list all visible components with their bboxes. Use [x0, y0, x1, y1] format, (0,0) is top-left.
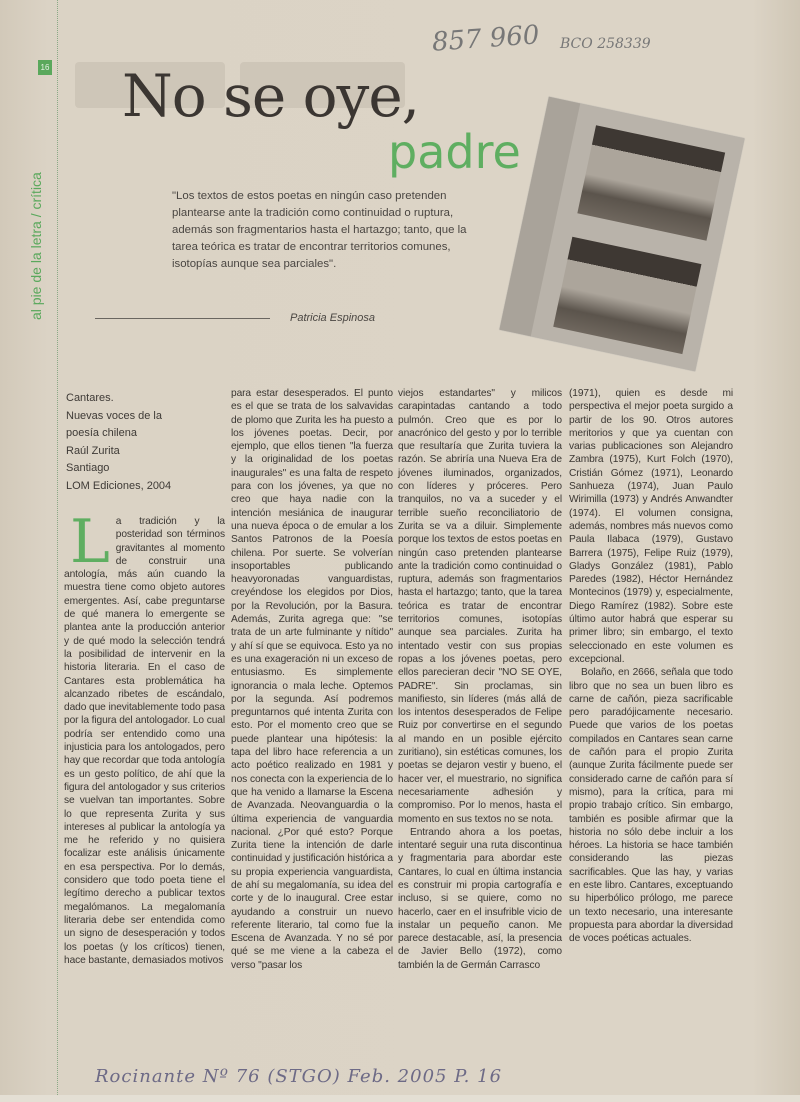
- page-number: 16: [38, 60, 52, 75]
- section-label: al pie de la letra / crítica: [28, 172, 44, 320]
- article-column-4: [569, 387, 733, 945]
- book-editor: Raúl Zurita: [66, 444, 120, 457]
- book-title: Cantares.: [66, 392, 114, 404]
- book-subtitle: poesía chilena: [66, 427, 137, 439]
- quote-rule: [95, 318, 270, 319]
- paragraph: para estar desesperados. El punto es el que se trata de los salvavidas de plomo que Zurita les ha puesto a los jóvenes poetas. Decir, por ejemplo, que ellos tienen "la fuerza y la originalidad de los poetas inaugurales" es una falta de respeto para con los jóvenes, ya que no creo que haya nadie con la intención mesiánica de inaugurar una nueva época o de emular a los Santos Patronos de la Poesía chilena. Por suerte. Se volverían insoportables publicando heavyoronadas vanguardistas, creyéndose los elegidos por Dios, por la Revolución, por la Basura. Además, Zurita agrega que: "se trata de un arte fulminante y nítido" y ahí sí que se equivoca. Esto ya no es una exageración ni un exceso de entusiasmo. Es simplemente ignorancia o mala leche. Optemos por la segunda. Así podremos preguntarnos qué intenta Zurita con esto. Por el momento creo que se puede plantear una hipótesis: la tapa del libro hace referencia a un acto poético realizado en 1981 y nos conecta con la experiencia de lo que ha venido a llamarse la Escena de Avanzada. Neovanguardia o la última experiencia de vanguardia nacional. ¿Por qué esto? Porque Zurita tiene la intención de darle continuidad y justificación histórica a su propia experiencia vanguardista, de ahí su megalomanía, su idea del corte y de lo inaugural. Cree estar ayudando a construir un nuevo referente literario, tal como fue la Escena de Avanzada. Y no sé por qué se me viene a la cabeza el verso "pasar los: [231, 388, 393, 971]
- article-column-1: [64, 507, 226, 967]
- book-publisher: LOM Ediciones, 2004: [66, 479, 172, 492]
- book-subtitle: Nuevas voces de la: [66, 409, 162, 422]
- book-city: Santiago: [66, 462, 110, 474]
- drop-cap: L: [70, 507, 110, 577]
- cover-photo-bottom: [553, 237, 701, 354]
- paragraph: Bolaño, en 2666, señala que todo libro que no sea un buen libro es carne de cañón, pieza sacrificable pero paradójicamente necesario. Puede que varios de los poetas compilados en Cantares sean carne de cañón para el propio Zurita (aunque Zurita fácilmente puede ser considerado carne de cañón para sí mismo), para la crítica, para mi propio trabajo crítico. Sin embargo, también es posible afirmar que la historia no sólo debe incluir a los héroes. La historia se hace también considerando las piezas sacrificables. Que las hay, y varias en este libro. Cantares, exceptuando su hiperbólico prólogo, me parece un texto necesario, una interesante propuesta para abordar la diversidad de voces poéticas actuales.: [569, 667, 733, 945]
- paragraph: Entrando ahora a los poetas, intentaré seguir una ruta discontinua y fragmentaria para abordar este Cantares, lo cual en última instancia es construir mi propia cartografía e incluso, si se quiere, como no hacerlo, caer en el insufrible vicio de instalar un pequeño canon. Me parece destacable, así, la presencia de Javier Bello (1972), como también la de Germán Carrasco: [398, 826, 562, 971]
- catalog-stamp: BCO 258339: [560, 36, 651, 52]
- handwritten-source-note: Rocinante Nº 76 (STGO) Feb. 2005 P. 16: [95, 1066, 503, 1087]
- pull-quote: "Los textos de estos poetas en ningún caso pretenden plantearse ante la tradición como continuidad o ruptura, además son fragmentarios hasta el hartazgo; tanto, que la tarea teórica es tratar de encontrar territorios comunes, isotopías aunque sea parciales".: [172, 190, 467, 270]
- book-details: [66, 390, 226, 495]
- author-name: Patricia Espinosa: [290, 312, 375, 324]
- headline-line1: No se oye,: [122, 62, 420, 130]
- paragraph: viejos estandartes" y milicos carapintadas cantando a todo pulmón. Creo que es por lo anacrónico del gesto y por lo terrible que resultaría que Zurita tuviera la razón. Se abriría una Nueva Era de jóvenes iluminados, organizados, con líderes y próceres. Pero tranquilos, no va a suceder y el terrible sueño reconciliatorio de Zurita se va a diluir. Simplemente porque los textos de estos poetas en ningún caso pretenden plantearse ante la tradición como continuidad o ruptura, además son fragmentarios hasta el hartazgo; tanto, que la tarea teórica es tratar de encontrar territorios comunes, isotopías aunque sea parciales. Zurita ha intentado vestir con sus propias ropas a los jóvenes poetas, pero ellos parecieran decir "NO SE OYE, PADRE". Sin proclamas, sin manifiesto, sin líderes (más allá de los intentos desesperados de Felipe Ruiz por convertirse en el segundo al mando en un posible ejército zuritiano), sin estéticas comunes, los poetas se dejaron vestir y bueno, el hacer ver, el muestrario, no significa necesariamente adhesión y compromiso. Por lo menos, hasta el momento en sus textos no se nota.: [398, 388, 562, 825]
- cover-photo-top: [577, 125, 725, 240]
- article-column-2: [231, 387, 393, 972]
- margin-rule: [57, 0, 59, 1095]
- article-column-3: [398, 387, 562, 972]
- paragraph: a tradición y la posteridad son términos gravitantes al momento de construir una antología, más aún cuando la muestra tiene como objeto autores emergentes. Así, cabe preguntarse de qué manera lo emergente se plantea ante la producción anterior y de qué modo la selección tendrá la posibilidad de intervenir en la historia literaria. En el caso de Cantares esta problemática ha alcanzado ribetes de escándalo, dado que inevitablemente todo pasa por la figura del antologador. Lo cual podría ser entendido como una injusticia para los antologados, pero hay que recordar que toda antología es un gesto político, de ahí que la figura del antologador y sus criterios se vuelvan tan importantes. Sobre lo que representa Zurita y sus intereses al publicar la antología ya me he referido y no quisiera focalizar este análisis únicamente en esa perspectiva. Por lo demás, considero que todo poeta tiene el legítimo derecho a publicar textos megalómanos. La megalomanía literaria debe ser entendida como un signo de desesperación y todos los poetas (y los críticos) tienen, hace bastante, demasiados motivos: [64, 516, 226, 966]
- headline-line2: padre: [388, 125, 521, 179]
- paragraph: (1971), quien es desde mi perspectiva el mejor poeta surgido a partir de los 90. Otros autores meritorios y que ya cuentan con varias publicaciones son Alejandro Zambra (1975), Kurt Folch (1970), Cristián Gómez (1971), Leonardo Sanhueza (1974), Juan Paulo Wirimilla (1973) y Andrés Anwandter (1974). El volumen consigna, además, nombres más nuevos como Paula Ilabaca (1979), Gustavo Barrera (1975), Felipe Ruiz (1979), Gladys González (1981), Pablo Paredes (1982), Héctor Hernández Montecinos (1979) y, especialmente, Diego Ramírez (1982). Sobre este último autor habrá que esperar su primer libro; sin embargo, el texto seleccionado en este volumen es excepcional.: [569, 388, 733, 665]
- handwritten-number: 857 960: [431, 20, 541, 58]
